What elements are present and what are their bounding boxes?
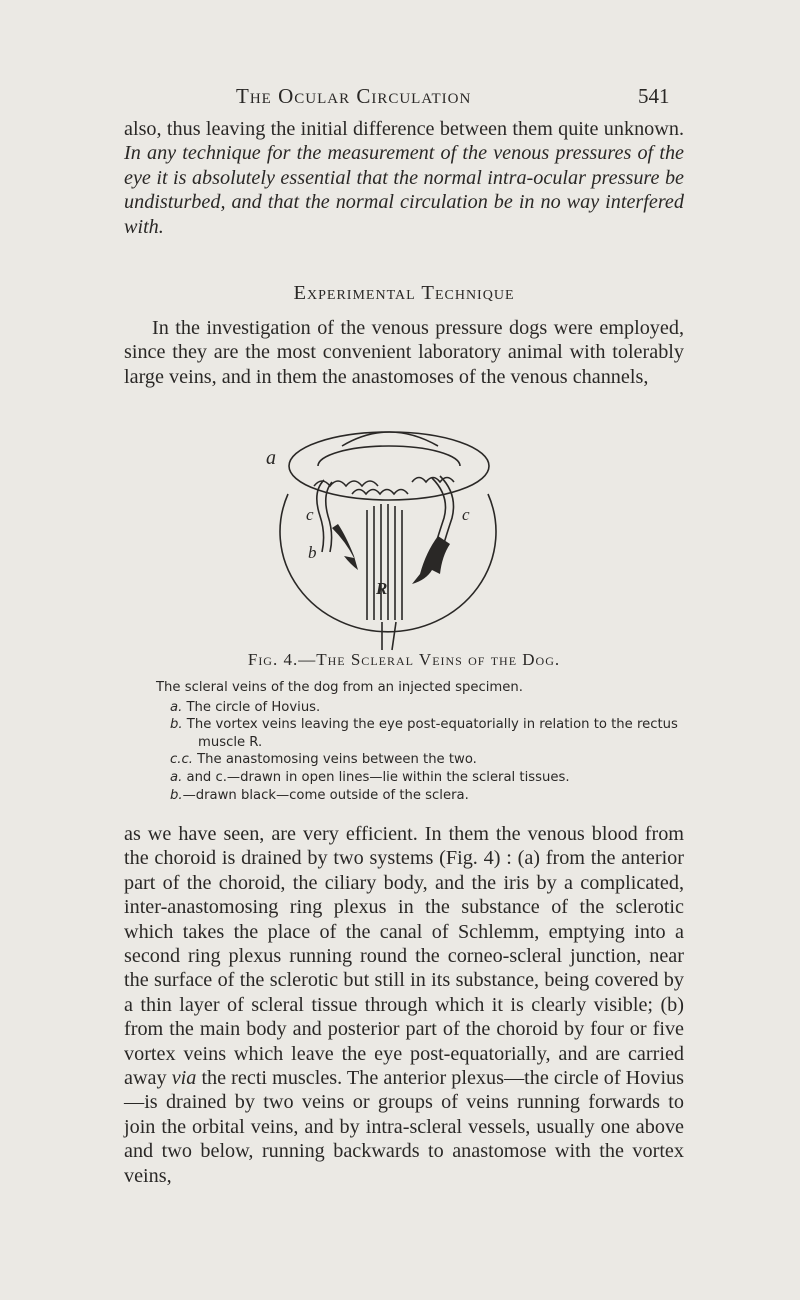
page-number: 541 (638, 84, 670, 108)
legend-item: c.c. The anastomosing veins between the two. (170, 752, 477, 768)
optic-stalk (382, 622, 396, 650)
technique-text: In the investigation of the venous pressure dogs were employed, since they are the most convenient laboratory animal with tolerably large veins, and in them the anastomoses of the venous channels, (124, 317, 684, 388)
intro-paragraph (124, 117, 684, 239)
main-italic-via: via (171, 1067, 197, 1090)
figure-legend (156, 679, 690, 804)
plexus-wave-left (314, 481, 378, 486)
main-text-2: the recti muscles. The anterior plexus—the circle of Hovius—is drained by two veins or groups of veins running forwards to join the orbital veins, and by intra-scleral vessels, usually one above and two below, running backwards to anastomose with the vortex veins, (124, 1067, 685, 1187)
main-text-1: as we have seen, are very efficient. In them the venous blood from the choroid is drained by two systems (Fig. 4) : (a) from the anterior part of the choroid, the ciliary body, and the iris by a complicated, inter-anastomosing ring plexus in the substance of the sclerotic which takes the place of the canal of Schlemm, emptying into a second ring plexus running round the corneo-scleral junction, near the surface of the sclerotic but still in its substance, being covered by a thin layer of scleral tissue through which it is clearly visible; (b) from the main body and posterior part of the choroid by four or five vortex veins which leave the eye post-equatorially, and are carried away (124, 823, 684, 1090)
rectus-muscle (367, 504, 402, 620)
vortex-vein-left (332, 524, 358, 570)
intro-italic-text: In any technique for the measurement of the venous pressures of the eye it is absolutely essential that the normal intra-ocular pressure be undisturbed, and that the normal circulation be in no way interfered with. (124, 142, 684, 238)
main-paragraph (124, 822, 684, 1188)
figure-label-b: b (308, 543, 317, 562)
figure-label-r: R (376, 579, 388, 598)
plexus-wave-mid (352, 490, 408, 495)
intro-text: also, thus leaving the initial difference between them quite unknown. (124, 118, 684, 140)
figure-label-a: a (266, 447, 276, 469)
vortex-vein-right (412, 536, 450, 584)
scleral-veins-figure (262, 424, 522, 656)
technique-paragraph (124, 316, 684, 389)
scleral-veins-diagram (262, 424, 522, 656)
figure-caption: Fig. 4.—The Scleral Veins of the Dog. (247, 650, 561, 669)
figure-label-c-right: c (462, 505, 470, 524)
circle-of-hovius-inner (318, 446, 460, 466)
legend-item: b.—drawn black—come outside of the sclera. (170, 787, 469, 803)
running-head: The Ocular Circulation (236, 84, 472, 108)
legend-item: a. The circle of Hovius. (170, 699, 321, 715)
legend-intro: The scleral veins of the dog from an injected specimen. (156, 680, 523, 695)
figure-label-c-left: c (306, 505, 314, 524)
section-heading: Experimental Technique (293, 282, 515, 304)
legend-item: b. The vortex veins leaving the eye post-equatorially in relation to the rectus muscle R. (170, 717, 678, 750)
legend-item: a. and c.—drawn in open lines—lie within the scleral tissues. (170, 769, 570, 785)
page-header (0, 84, 800, 114)
